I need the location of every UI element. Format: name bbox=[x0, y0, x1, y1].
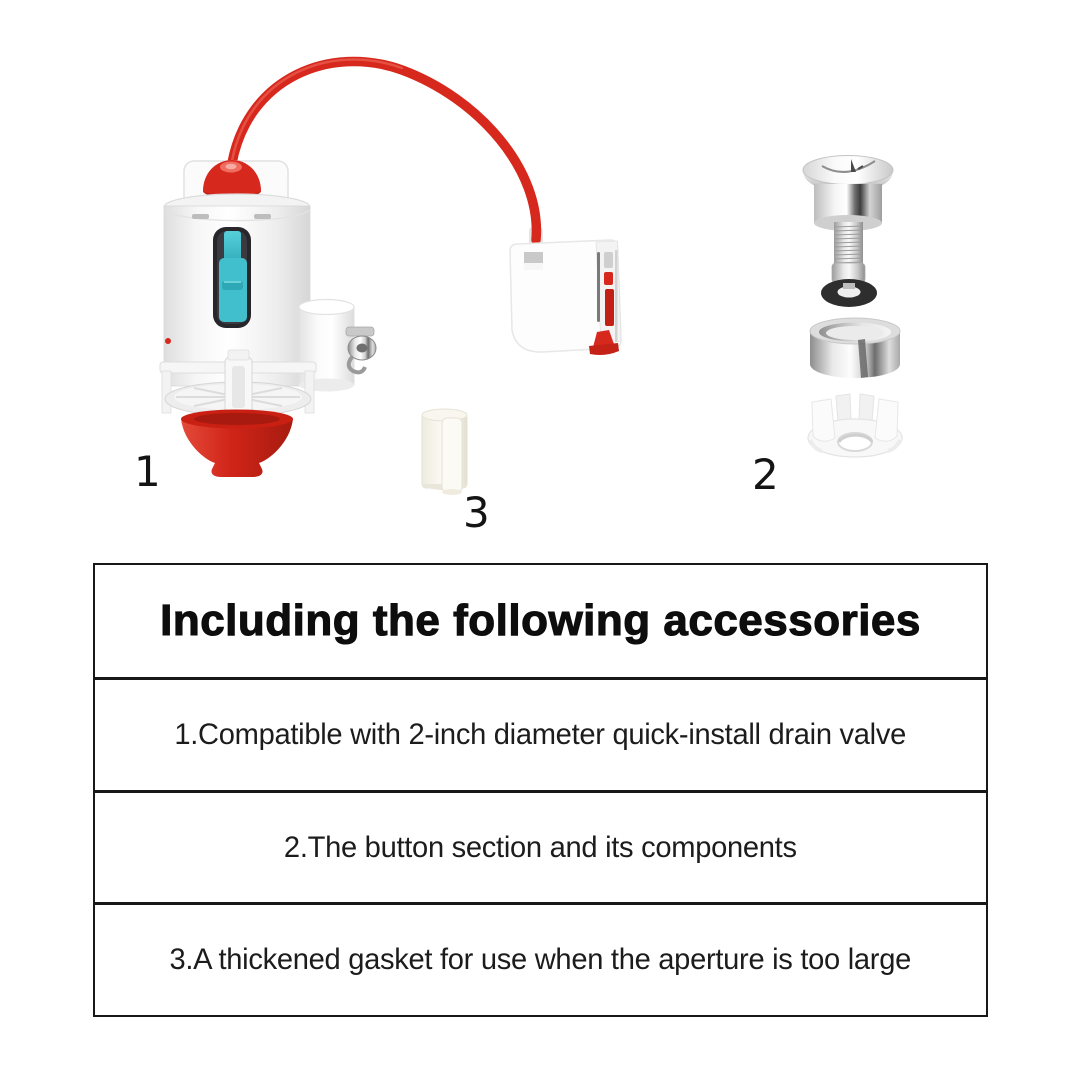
item-3-label: 3 bbox=[463, 488, 490, 537]
table-row bbox=[95, 790, 986, 903]
table-title: Including the following accessories bbox=[160, 596, 921, 645]
table-row bbox=[95, 902, 986, 1015]
chrome-trim-ring-illustration bbox=[810, 318, 900, 378]
item-1-label: 1 bbox=[134, 447, 161, 496]
table-row-3-text: 3.A thickened gasket for use when the aperture is too large bbox=[169, 943, 912, 977]
button-assembly-illustration bbox=[803, 156, 902, 458]
rubber-washer-illustration bbox=[821, 279, 877, 307]
item-2-label: 2 bbox=[752, 450, 779, 499]
table-row-1-text: 1.Compatible with 2-inch diameter quick-install drain valve bbox=[174, 717, 907, 751]
claw-nut-gasket-illustration bbox=[808, 394, 902, 457]
thick-gasket-illustration bbox=[422, 409, 467, 495]
threaded-shaft-illustration bbox=[832, 222, 865, 289]
table-row-2-text: 2.The button section and its components bbox=[284, 830, 797, 864]
accessories-table bbox=[93, 563, 988, 1017]
table-title-row bbox=[95, 565, 986, 677]
flush-valve-illustration bbox=[160, 160, 376, 477]
table-row bbox=[95, 677, 986, 790]
cable-actuator-illustration bbox=[510, 240, 621, 355]
push-button-illustration bbox=[803, 156, 893, 232]
pipe-clamp-illustration bbox=[346, 327, 376, 372]
